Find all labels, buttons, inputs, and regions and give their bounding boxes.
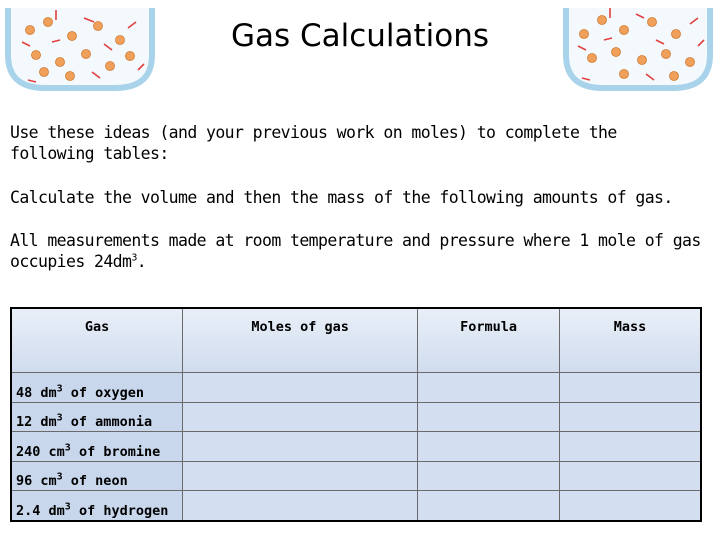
gas-cell [11,432,183,462]
gas-calculation-table [10,307,702,522]
gas-substance: of ammonia [62,414,153,430]
column-header: Formula [418,308,560,373]
mass-cell[interactable] [559,373,701,403]
gas-amount: 2.4 dm [16,502,65,519]
instruction-text: Calculate the volume and then the mass of the following amounts of gas. [10,188,673,207]
formula-cell[interactable] [418,402,560,432]
column-header: Mass [559,308,701,373]
mass-cell[interactable] [559,491,701,521]
gas-amount: 48 dm [16,384,57,401]
instruction-text-part: All measurements made at room temperature and pressure where 1 mole of gas occupies 24dm [10,231,701,271]
superscript: 3 [64,501,71,512]
page-title: Gas Calculations [230,18,490,54]
superscript: 3 [131,252,137,264]
gas-substance: of hydrogen [70,502,169,519]
moles-cell[interactable] [183,402,418,432]
gas-substance: of bromine [70,443,161,460]
superscript: 3 [56,412,63,424]
table-row [11,402,701,432]
mass-cell[interactable] [559,432,701,462]
formula-cell[interactable] [418,461,560,491]
gas-substance: of neon [62,473,128,489]
superscript: 3 [56,383,63,394]
instruction-text-part: . [136,252,147,271]
formula-cell[interactable] [418,491,560,521]
mass-cell[interactable] [559,402,701,432]
column-header: Gas [11,308,183,373]
table-header-row [11,308,701,373]
moles-cell[interactable] [183,373,418,403]
formula-cell[interactable] [418,373,560,403]
gas-cell [11,461,183,491]
table-row [11,432,701,462]
gas-amount: 12 dm [16,414,57,430]
instruction-text: Use these ideas (and your previous work on moles) to complete the following tables: [10,123,617,163]
gas-cell [11,491,183,521]
instruction-text [10,230,710,272]
gas-amount: 96 cm [16,473,57,489]
column-header: Moles of gas [183,308,418,373]
table-row [11,461,701,491]
mass-cell[interactable] [559,461,701,491]
gas-cell [11,373,183,403]
gas-substance: of oxygen [62,384,144,401]
moles-cell[interactable] [183,491,418,521]
gas-amount: 240 cm [16,443,65,460]
table-row [11,373,701,403]
superscript: 3 [64,442,71,453]
moles-cell[interactable] [183,432,418,462]
gas-cell [11,402,183,432]
superscript: 3 [56,471,63,483]
formula-cell[interactable] [418,432,560,462]
moles-cell[interactable] [183,461,418,491]
table-row [11,491,701,521]
